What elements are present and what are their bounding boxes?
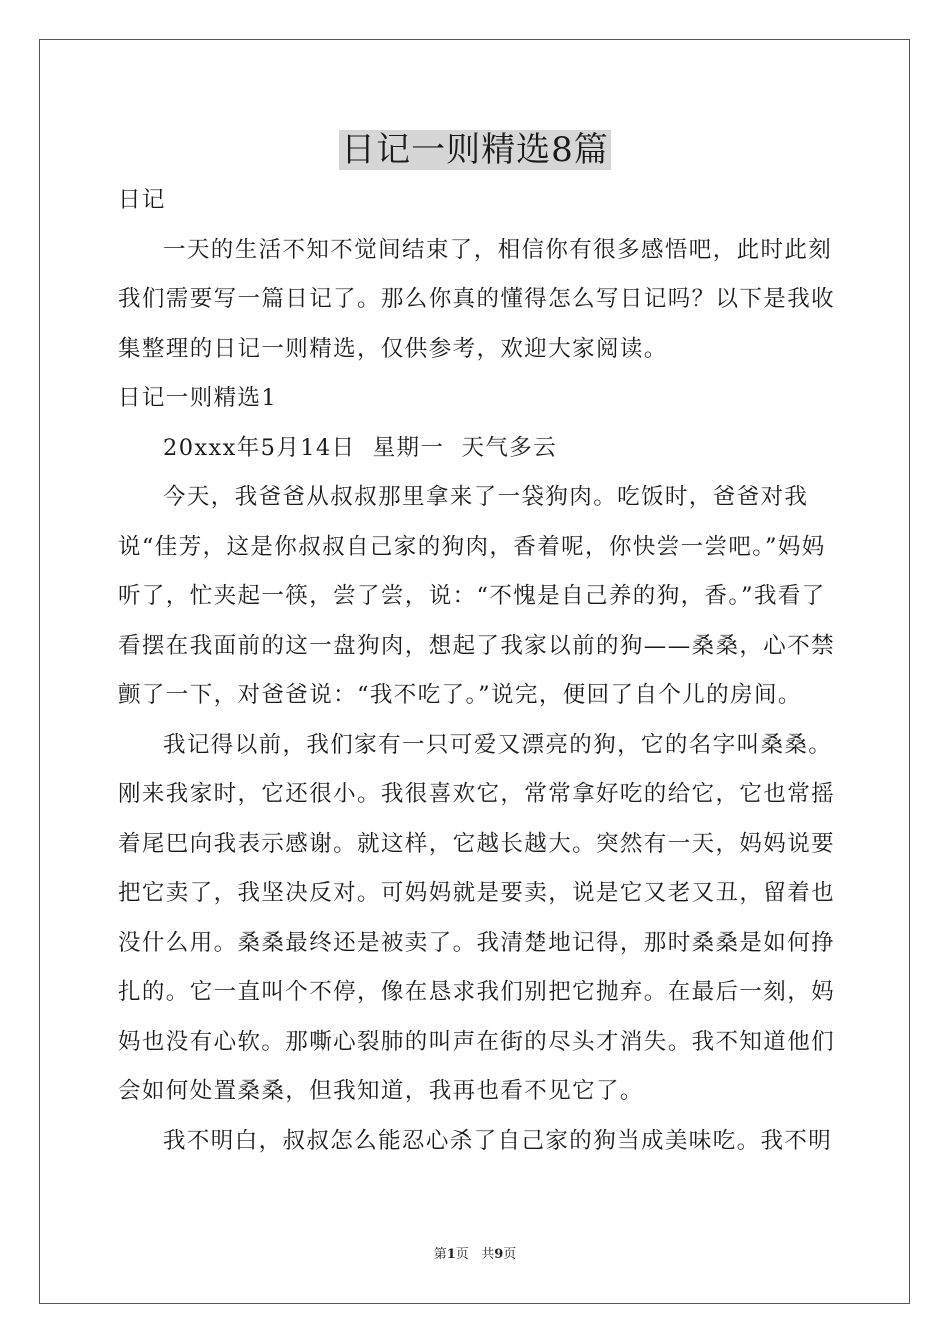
page-mid: 页 共 [455, 1247, 495, 1262]
document-body [118, 176, 840, 1166]
page-prefix: 第 [433, 1247, 447, 1262]
document-title-wrapper [0, 126, 950, 174]
page-footer [0, 1246, 950, 1264]
date-line: 20xxx年5月14日 星期一 天气多云 [163, 434, 558, 461]
body-paragraph: 今天，我爸爸从叔叔那里拿来了一袋狗肉。吃饭时，爸爸对我说“佳芳，这是你叔叔自己家的狗肉，香着呢，你快尝一尝吧。”妈妈听了，忙夹起一筷，尝了尝，说：“不愧是自己养的狗，香。”我看了看摆在我面前的这一盘狗肉，想起了我家以前的狗——桑桑，心不禁颤了一下，对爸爸说：“我不吃了。”说完，便回了自个儿的房间。 [118, 484, 836, 708]
section-heading: 日记一则精选1 [118, 385, 278, 411]
document-title: 日记一则精选8篇 [341, 130, 609, 170]
category-label: 日记 [118, 187, 166, 213]
total-page-number: 9 [494, 1247, 504, 1262]
body-paragraph: 我记得以前，我们家有一只可爱又漂亮的狗，它的名字叫桑桑。刚来我家时，它还很小。我很喜欢它，常常拿好吃的给它，它也常摇着尾巴向我表示感谢。就这样，它越长越大。突然有一天，妈妈说要把它卖了，我坚决反对。可妈妈就是要卖，说是它又老又丑，留着也没什么用。桑桑最终还是被卖了。我清楚地记得，那时桑桑是如何挣扎的。它一直叫个不停，像在恳求我们别把它抛弃。在最后一刻，妈妈也没有心软。那嘶心裂肺的叫声在街的尽头才消失。我不知道他们会如何处置桑桑，但我知道，我再也看不见它了。 [118, 731, 836, 1104]
current-page-number: 1 [446, 1247, 456, 1262]
body-paragraph: 我不明白，叔叔怎么能忍心杀了自己家的狗当成美味吃。我不明 [163, 1127, 833, 1154]
page-suffix: 页 [503, 1247, 517, 1262]
intro-paragraph: 一天的生活不知不觉间结束了，相信你有很多感悟吧，此时此刻我们需要写一篇日记了。那么你真的懂得怎么写日记吗？以下是我收集整理的日记一则精选，仅供参考，欢迎大家阅读。 [118, 236, 836, 362]
